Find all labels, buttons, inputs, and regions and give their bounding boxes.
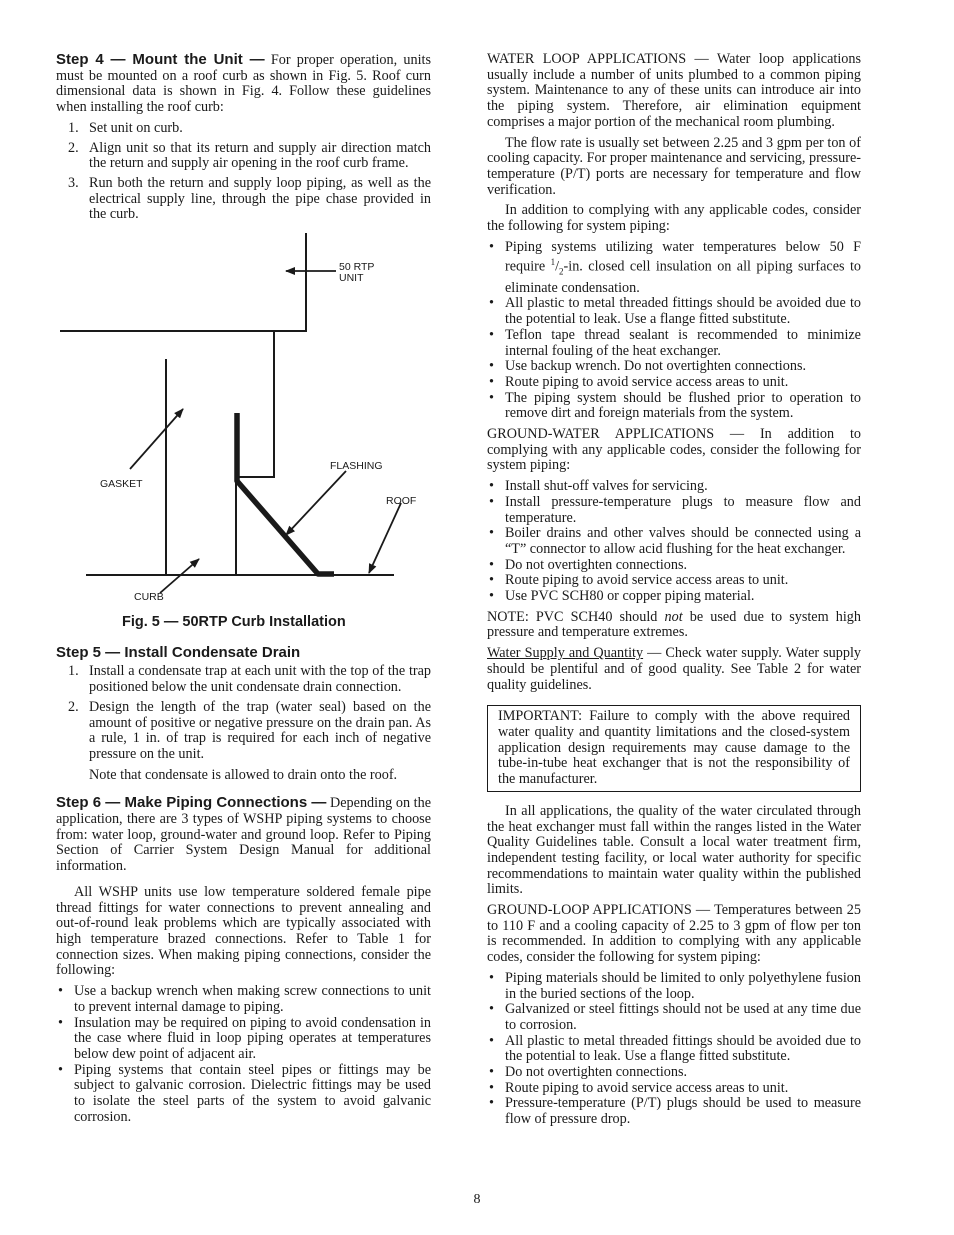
water-supply-heading: Water Supply and Quantity [487, 645, 644, 662]
step6-heading: Step 6 — Make Piping Connections — [56, 794, 327, 812]
bullet: • [58, 1061, 63, 1078]
fraction-denominator: 2 [559, 267, 564, 277]
list-item [487, 240, 861, 297]
flashing-label: FLASHING [330, 460, 383, 473]
list-text: Route piping to avoid service access areas to unit. [505, 1079, 789, 1096]
flow-rate-paragraph: The flow rate is usually set between 2.25 and 3 gpm per ton of cooling capacity. For proper maintenance and servicing, pressure-temperature (P/T) ports are necessary for temperature and flow verification. [487, 134, 861, 198]
list-item [487, 971, 861, 1002]
list-number: 3. [68, 174, 79, 191]
list-item [487, 589, 861, 605]
list-text: Piping systems utilizing water temperatures below 50 F require [505, 238, 861, 276]
list-text: All plastic to metal threaded fittings should be avoided due to the potential to leak. Use a flange fitted substitute. [505, 295, 861, 328]
list-text: Set unit on curb. [89, 119, 183, 136]
list-text: Use a backup wrench when making screw connections to unit to prevent internal damage to piping. [74, 983, 431, 1015]
list-text: The piping system should be flushed prior to operation to remove dirt and foreign materials from the system. [505, 389, 861, 422]
step4-list [56, 121, 431, 223]
list-item [487, 328, 861, 359]
list-text: Galvanized or steel fittings should not be used at any time due to corrosion. [505, 1001, 861, 1033]
list-item [56, 121, 431, 137]
bullet: • [489, 1001, 494, 1018]
page-number: 8 [473, 1192, 481, 1207]
note-text: NOTE: PVC SCH40 should [487, 608, 665, 625]
bullet: • [489, 588, 494, 605]
step4-paragraph [56, 52, 431, 116]
gasket-label: GASKET [100, 478, 143, 491]
list-item [487, 558, 861, 574]
note-emphasis: not [664, 608, 683, 625]
bullet: • [489, 1064, 494, 1081]
list-text: Install pressure-temperature plugs to measure flow and temperature. [505, 493, 861, 526]
list-item [487, 1034, 861, 1065]
curb-installation-figure [56, 229, 431, 609]
list-text: -in. closed cell insulation on all piping surfaces to eliminate condensation. [505, 259, 861, 296]
list-text: Use PVC SCH80 or copper piping material. [505, 588, 755, 605]
curb-diagram [56, 229, 431, 609]
figure-caption: Fig. 5 — 50RTP Curb Installation [122, 614, 346, 631]
list-text: Do not overtighten connections. [505, 556, 688, 573]
right-column [487, 52, 861, 1133]
bullet: • [489, 525, 494, 542]
water-loop-bullets [487, 240, 861, 422]
list-text: Align unit so that its return and supply air direction match the return and supply air opening in the roof curb frame. [89, 139, 431, 172]
list-text: Design the length of the trap (water seal) based on the amount of positive or negative pressure on the drain pan. As a rule, 1 in. of trap is required for each inch of negative pressure on the unit. [89, 698, 431, 762]
unit-outline [60, 233, 306, 331]
water-loop-paragraph: WATER LOOP APPLICATIONS — Water loop applications usually include a number of units plumbed to a common piping system. Maintenance to any of these units can introduce air into the piping system. Therefore, air elimination equipment comprises a major portion of the mechanical room plumbing. [487, 51, 861, 130]
list-item [487, 526, 861, 557]
list-text: Run both the return and supply loop piping, as well as the electrical supply line, through the pipe chase provided in the curb. [89, 174, 431, 223]
fraction-slash: / [555, 259, 560, 276]
bullet: • [489, 238, 494, 255]
list-text: Piping materials should be limited to only polyethylene fusion in the buried sections of the loop. [505, 969, 861, 1002]
list-item [487, 391, 861, 422]
ground-loop-paragraph: GROUND-LOOP APPLICATIONS — Temperatures between 25 to 110 F and a cooling capacity of 2.25 to 3 gpm of flow per ton is recommended. In addition to complying with any applicable codes, consider the following for system piping: [487, 902, 861, 966]
list-item [487, 479, 861, 495]
bullet: • [489, 969, 494, 986]
roof-label: ROOF [386, 495, 417, 508]
list-item [487, 375, 861, 391]
bullet: • [489, 1079, 494, 1096]
bullet: • [58, 1014, 63, 1031]
step6-text: Depending on the application, there are 3 types of WSHP piping systems to choose from: water loop, ground-water and ground loop. Refer to Piping Section of Carrier System Design Manual for additional information. [56, 795, 431, 875]
list-item [56, 664, 431, 695]
list-text: Install a condensate trap at each unit with the top of the trap positioned below the unit condensate drain connection. [89, 663, 431, 696]
list-item [56, 984, 431, 1015]
bullet: • [489, 493, 494, 510]
list-text: Insulation may be required on piping to avoid condensation in the case where fluid in loop piping operates at temperatures below dew point of adjacent air. [74, 1014, 431, 1062]
step6-bullets [56, 984, 431, 1125]
list-item [56, 1016, 431, 1063]
list-item [487, 1002, 861, 1033]
ground-water-bullets [487, 479, 861, 605]
list-text: Piping systems that contain steel pipes or fittings may be subject to galvanic corrosion. Dielectric fittings may be used to isolate the steel parts of the system to avoid galvanic corrosion. [74, 1061, 431, 1125]
flashing-arrow [286, 471, 346, 535]
bullet: • [489, 572, 494, 589]
list-item [56, 1063, 431, 1126]
bullet: • [489, 1095, 494, 1112]
flashing-thick [237, 413, 334, 574]
list-text: Use backup wrench. Do not overtighten connections. [505, 358, 807, 375]
step5-list [56, 664, 431, 762]
list-item [487, 1065, 861, 1081]
list-item [487, 573, 861, 589]
list-text: Teflon tape thread sealant is recommended to minimize internal fouling of the heat exchanger. [505, 326, 861, 359]
bullet: • [489, 389, 494, 406]
step5-heading: Step 5 — Install Condensate Drain [56, 643, 301, 661]
list-item [56, 141, 431, 172]
bullet: • [489, 358, 494, 375]
step4-heading: Step 4 — Mount the Unit — [56, 51, 265, 68]
list-text: All plastic to metal threaded fittings should be avoided due to the potential to leak. Use a flange fitted substitute. [505, 1032, 861, 1065]
step4-text: For proper operation, units must be mounted on a roof curb as shown in Fig. 5. Roof curn dimensional data is shown in Fig. 4. Follow these guidelines when installing the roof curb: [56, 52, 431, 116]
water-supply-paragraph [487, 646, 861, 693]
roof-arrow [369, 503, 401, 573]
list-number: 1. [68, 663, 79, 680]
list-item [487, 1081, 861, 1097]
unit-label: 50 RTP UNIT [339, 261, 375, 285]
curb-frame [236, 331, 274, 477]
all-applications-paragraph: In all applications, the quality of the water circulated through the heat exchanger must fall within the ranges listed in the Water Quality Guidelines table. Consult a local water treatment firm, independent testing facility, or local water authority for specific recommendations to maintain water quality within the published limits. [487, 802, 861, 898]
list-item [56, 176, 431, 223]
list-number: 2. [68, 698, 79, 715]
list-number: 1. [68, 119, 79, 136]
important-notice-box: IMPORTANT: Failure to comply with the above required water quality and quantity limitations and the closed-system application design requirements may cause damage to the tube-in-tube heat exchanger that is not the responsibility of the manufacturer. [487, 705, 861, 792]
fraction-numerator: 1 [550, 257, 556, 268]
list-text: Boiler drains and other valves should be connected using a “T” connector to allow acid flushing for the heat exchanger. [505, 525, 861, 557]
list-text: Do not overtighten connections. [505, 1064, 688, 1081]
list-item [487, 359, 861, 375]
bullet: • [58, 983, 63, 1000]
water-supply-text: — Check water supply. Water supply should be plentiful and of good quality. See Table 2 for water quality guidelines. [487, 645, 862, 693]
step6-paragraph [56, 795, 431, 875]
gasket-arrow [130, 409, 183, 469]
bullet: • [489, 1032, 494, 1049]
list-text: Install shut-off valves for servicing. [505, 478, 708, 495]
ground-water-paragraph: GROUND-WATER APPLICATIONS — In addition to complying with any applicable codes, consider the following for system piping: [487, 426, 861, 474]
curb-label: CURB [134, 591, 164, 604]
list-text: Route piping to avoid service access areas to unit. [505, 572, 789, 589]
bullet: • [489, 373, 494, 390]
step5-note: Note that condensate is allowed to drain onto the roof. [89, 766, 398, 783]
ground-loop-bullets [487, 971, 861, 1128]
list-item [487, 1096, 861, 1127]
step6-paragraph-2: All WSHP units use low temperature soldered female pipe thread fittings for water connections to prevent annealing and out-of-round leak problems which are typically associated with high temperature brazed connections. Refer to Table 1 for connection sizes. When making piping connections, consider the following: [56, 883, 431, 979]
list-item [487, 495, 861, 526]
water-loop-codes-paragraph: In addition to complying with any applicable codes, consider the following for system piping: [487, 202, 861, 235]
bullet: • [489, 556, 494, 573]
list-item [56, 700, 431, 763]
note-text: be used due to system high pressure and temperature extremes. [487, 608, 861, 641]
list-text: Route piping to avoid service access areas to unit. [505, 373, 789, 390]
left-column [56, 52, 431, 1130]
bullet: • [489, 295, 494, 312]
list-text: Pressure-temperature (P/T) plugs should be used to measure flow of pressure drop. [505, 1095, 861, 1128]
bullet: • [489, 478, 494, 495]
pvc-note [487, 610, 861, 641]
list-item [487, 296, 861, 327]
bullet: • [489, 326, 494, 343]
list-number: 2. [68, 139, 79, 156]
